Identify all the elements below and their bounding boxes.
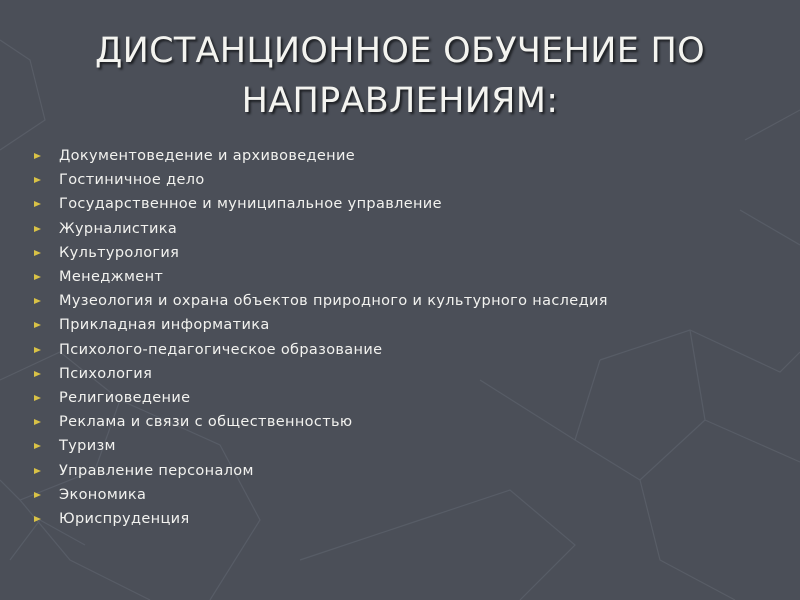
list-item bbox=[34, 410, 608, 434]
list-item-label: Журналистика bbox=[59, 220, 178, 237]
list-item-label: Туризм bbox=[59, 438, 116, 455]
list-item-label: Юриспруденция bbox=[59, 510, 190, 527]
list-item bbox=[34, 507, 608, 531]
triangle-bullet-icon bbox=[34, 516, 41, 522]
triangle-bullet-icon bbox=[34, 226, 41, 232]
list-item-label: Культурология bbox=[59, 244, 180, 261]
triangle-bullet-icon bbox=[34, 153, 41, 159]
list-item-label: Управление персоналом bbox=[59, 462, 254, 479]
triangle-bullet-icon bbox=[34, 468, 41, 474]
slide-title bbox=[20, 26, 780, 126]
triangle-bullet-icon bbox=[34, 274, 41, 280]
list-item-label: Психология bbox=[59, 365, 153, 382]
triangle-bullet-icon bbox=[34, 347, 41, 353]
triangle-bullet-icon bbox=[34, 250, 41, 256]
triangle-bullet-icon bbox=[34, 419, 41, 425]
triangle-bullet-icon bbox=[34, 395, 41, 401]
list-item bbox=[34, 217, 608, 241]
triangle-bullet-icon bbox=[34, 177, 41, 183]
triangle-bullet-icon bbox=[34, 322, 41, 328]
list-item-label: Менеджмент bbox=[59, 269, 164, 286]
directions-list bbox=[34, 144, 608, 531]
list-item bbox=[34, 241, 608, 265]
list-item-label: Гостиничное дело bbox=[59, 172, 205, 189]
list-item bbox=[34, 458, 608, 482]
slide-title-line-1: ДИСТАНЦИОННОЕ ОБУЧЕНИЕ ПО bbox=[94, 31, 706, 71]
list-item bbox=[34, 386, 608, 410]
list-item bbox=[34, 362, 608, 386]
list-item-label: Документоведение и архивоведение bbox=[59, 148, 356, 165]
list-item-label: Прикладная информатика bbox=[59, 317, 270, 334]
list-item-label: Государственное и муниципальное управление bbox=[59, 196, 442, 213]
list-item-label: Религиоведение bbox=[59, 389, 191, 406]
list-item bbox=[34, 265, 608, 289]
list-item bbox=[34, 313, 608, 337]
list-item-label: Реклама и связи с общественностью bbox=[59, 414, 353, 431]
list-item bbox=[34, 144, 608, 168]
list-item bbox=[34, 289, 608, 313]
list-item bbox=[34, 483, 608, 507]
list-item bbox=[34, 434, 608, 458]
slide-title-line-2: НАПРАВЛЕНИЯМ: bbox=[241, 81, 559, 121]
triangle-bullet-icon bbox=[34, 298, 41, 304]
list-item-label: Экономика bbox=[59, 486, 147, 503]
list-item bbox=[34, 168, 608, 192]
list-item-label: Психолого-педагогическое образование bbox=[59, 341, 383, 358]
list-item bbox=[34, 192, 608, 216]
list-item bbox=[34, 338, 608, 362]
list-item-label: Музеология и охрана объектов природного и культурного наследия bbox=[59, 293, 608, 310]
triangle-bullet-icon bbox=[34, 492, 41, 498]
triangle-bullet-icon bbox=[34, 443, 41, 449]
triangle-bullet-icon bbox=[34, 201, 41, 207]
triangle-bullet-icon bbox=[34, 371, 41, 377]
